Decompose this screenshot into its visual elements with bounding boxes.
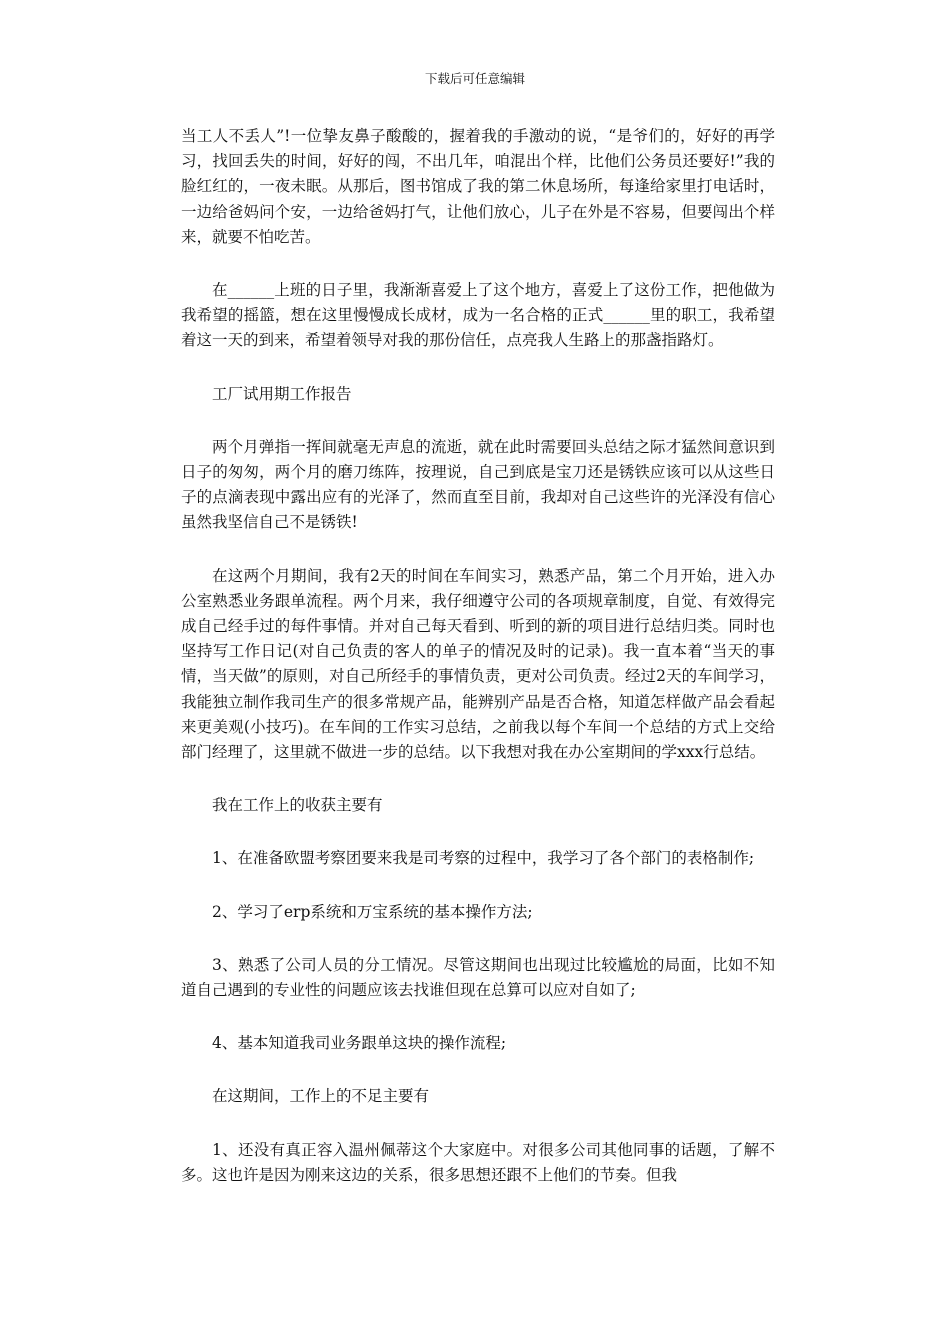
paragraph: 两个月弹指一挥间就毫无声息的流逝，就在此时需要回头总结之际才猛然间意识到日子的匆匆，两个月的磨刀练阵，按理说，自己到底是宝刀还是锈铁应该可以从这些日子的点滴表现中露出应有的光泽了，然而直至目前，我却对自己这些许的光泽没有信心虽然我坚信自己不是锈铁! <box>181 437 775 532</box>
paragraph: 我在工作上的收获主要有 <box>212 796 383 815</box>
list-item: 3、熟悉了公司人员的分工情况。尽管这期间也出现过比较尴尬的局面，比如不知道自己遇到的专业性的问题应该去找谁但现在总算可以应对自如了; <box>181 955 775 1000</box>
document-body <box>181 124 775 1216</box>
paragraph: 在______上班的日子里，我渐渐喜爱上了这个地方，喜爱上了这份工作，把他做为我希望的摇篮，想在这里慢慢成长成材，成为一名合格的正式______里的职工，我希望着这一天的到来，希望着领导对我的那份信任，点亮我人生路上的那盏指路灯。 <box>181 281 775 350</box>
paragraph: 当工人不丢人”!一位挚友鼻子酸酸的，握着我的手激动的说，“是爷们的，好好的再学习，找回丢失的时间，好好的闯，不出几年，咱混出个样，比他们公务员还要好!”我的脸红红的，一夜未眠。从那后，图书馆成了我的第二休息场所，每逢给家里打电话时，一边给爸妈问个安，一边给爸妈打气，让他们放心，儿子在外是不容易，但要闯出个样来，就要不怕吃苦。 <box>181 127 775 246</box>
page-header: 下载后可任意编辑 <box>424 71 525 86</box>
list-item: 1、在准备欧盟考察团要来我是司考察的过程中，我学习了各个部门的表格制作; <box>212 849 755 868</box>
list-item: 2、学习了erp系统和万宝系统的基本操作方法; <box>212 902 533 921</box>
list-item: 4、基本知道我司业务跟单这块的操作流程; <box>212 1034 507 1053</box>
paragraph: 在这两个月期间，我有2天的时间在车间实习，熟悉产品，第二个月开始，进入办公室熟悉业务跟单流程。两个月来，我仔细遵守公司的各项规章制度，自觉、有效得完成自己经手过的每件事情。并对自己每天看到、听到的新的项目进行总结归类。同时也坚持写工作日记(对自己负责的客人的单子的情况及时的记录)。我一直本着“当天的事情，当天做”的原则，对自己所经手的事情负责，更对公司负责。经过2天的车间学习，我能独立制作我司生产的很多常规产品，能辨别产品是否合格，知道怎样做产品会看起来更美观(小技巧)。在车间的工作实习总结，之前我以每个车间一个总结的方式上交给部门经理了，这里就不做进一步的总结。以下我想对我在办公室期间的学xxx行总结。 <box>181 566 775 762</box>
paragraph: 在这期间，工作上的不足主要有 <box>212 1087 430 1106</box>
section-heading: 工厂试用期工作报告 <box>212 384 352 403</box>
list-item: 1、还没有真正容入温州佩蒂这个大家庭中。对很多公司其他同事的话题，了解不多。这也许是因为刚来这边的关系，很多思想还跟不上他们的节奏。但我 <box>181 1140 775 1184</box>
